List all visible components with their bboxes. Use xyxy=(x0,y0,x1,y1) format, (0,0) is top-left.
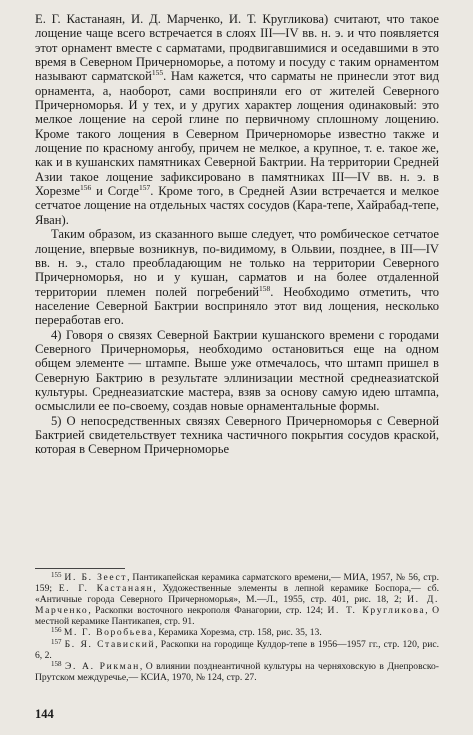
footnote-author: Б. Я. Ставиский xyxy=(64,638,156,650)
footnote-author: Э. А. Рикман xyxy=(65,660,140,672)
footnote-156 xyxy=(35,627,439,638)
footnote-158 xyxy=(35,661,439,683)
page-number: 144 xyxy=(35,707,54,721)
paragraph-1-text-c: и Согде xyxy=(91,184,139,199)
paragraph-2-text-b: . Необходимо отметить, что население Северной Бактрии восприняло этот вид лощения, несколько переработав его. xyxy=(35,284,439,328)
footnote-text: , Художественные элементы в лепной керамике Боспора,— сб. «Античные города Северного Причерноморья», М.—Л., 1955, стр. 401, рис. 18, 2; xyxy=(35,583,439,606)
paragraph-1-text-b: . Нам кажется, что сарматы не принесли этот вид орнамента, а, наоборот, сами восприняли его от жителей Северного Причерноморья. И у тех, и у других характер лощения одинаковый: это мелкое лощение на серой глине по первичному сплошному лощению. Кроме такого лощения в Северном Причерноморье известно также и лощение по красному ангобу, причем не мелкое, а крупное, т. е. такое же, как и в кушанских памятниках Северной Бактрии. На территории Средней Азии такое лощение зафиксировано в памятниках III—IV вв. н. э. в Хорезме xyxy=(35,69,439,199)
footnote-ref-155: 155 xyxy=(151,68,164,78)
paragraph-4: 5) О непосредственных связях Северного Причерноморья с Северной Бактрией свидетельствует техника частичного покрытия сосудов краской, которая в Северном Причерноморье xyxy=(35,413,439,457)
footnote-number: 155 xyxy=(51,571,62,579)
footnote-text: , Керамика Хорезма, стр. 158, рис. 35, 13. xyxy=(153,627,322,639)
footnote-number: 157 xyxy=(51,637,62,646)
paragraph-1-text-a: Е. Г. Кастанаян, И. Д. Марченко, И. Т. Кругликова) считают, что такое лощение чаще всего встречается в слоях III—IV вв. н. э. и что появляется этот орнамент вместе с сарматами, продвигавшимися и оседавшими в это время в Северном Причерноморье, а потому и посуду с таким орнаментом называют сарматской xyxy=(35,12,439,84)
footnote-number: 158 xyxy=(51,659,62,668)
body-text xyxy=(35,12,439,457)
footnote-ref-157: 157 xyxy=(138,183,151,193)
footnote-author: И. Т. Кругликова xyxy=(327,605,426,617)
paragraph-1-text-d: . Кроме того, в Средней Азии встречается и мелкое сетчатое лощение на отдельных частях сосудов (Кара-тепе, Хайрабад-тепе, Яван). xyxy=(35,184,439,227)
footnote-separator xyxy=(35,568,125,569)
footnote-author: М. Г. Воробьева xyxy=(63,627,154,639)
footnote-author: И. Б. Зеест xyxy=(64,572,128,583)
footnote-author: Е. Г. Кастанаян xyxy=(58,583,154,595)
footnote-text: , Раскопки на городище Кулдор-тепе в 1956—1957 гг., стр. 120, рис. 6, 2. xyxy=(35,638,440,661)
paragraph-1 xyxy=(35,12,439,227)
footnote-ref-158: 158 xyxy=(259,283,271,293)
footnote-ref-156: 156 xyxy=(80,183,92,193)
footnote-text: , Пантикапейская керамика сарматского времени,— МИА, 1957, № 56, стр. 159; xyxy=(35,572,439,595)
paragraph-2-text-a: Таким образом, из сказанного выше следует, что ромбическое сетчатое лощение, впервые возникнув, по-видимому, в Ольвии, позднее, в III—IV вв. н. э., стало преобладающим не только на территории Северного Причерноморья, но и у кушан, сарматов и на более отдаленной территории племен полей погребений xyxy=(35,227,439,299)
footnote-number: 156 xyxy=(51,626,62,635)
footnote-text: , О местной керамике Пантикапея, стр. 91. xyxy=(35,605,440,628)
footnote-text: , Раскопки восточного некрополя Фанагории, стр. 124; xyxy=(88,605,328,617)
footnote-155 xyxy=(35,572,439,627)
footnotes xyxy=(35,572,439,683)
paragraph-2 xyxy=(35,227,439,327)
footnote-author: И. Д. Марченко xyxy=(35,594,439,617)
footnote-text: , О влиянии позднеантичной культуры на черняховскую в Днепровско-Прутском междуречье,— КСИА, 1970, № 124, стр. 27. xyxy=(35,660,439,683)
footnote-157 xyxy=(35,639,439,661)
paragraph-3: 4) Говоря о связях Северной Бактрии кушанского времени с городами Северного Причерноморья, необходимо остановиться еще на одном общем элементе — штампе. Выше уже отмечалось, что штамп пришел в Северную Бактрию в результате эллинизации местной среднеазиатской культуры. Среднеазиатские мастера, взяв за основу самую идею штампа, осмыслили ее по-своему, создав новые орнаментальные формы. xyxy=(35,327,439,414)
